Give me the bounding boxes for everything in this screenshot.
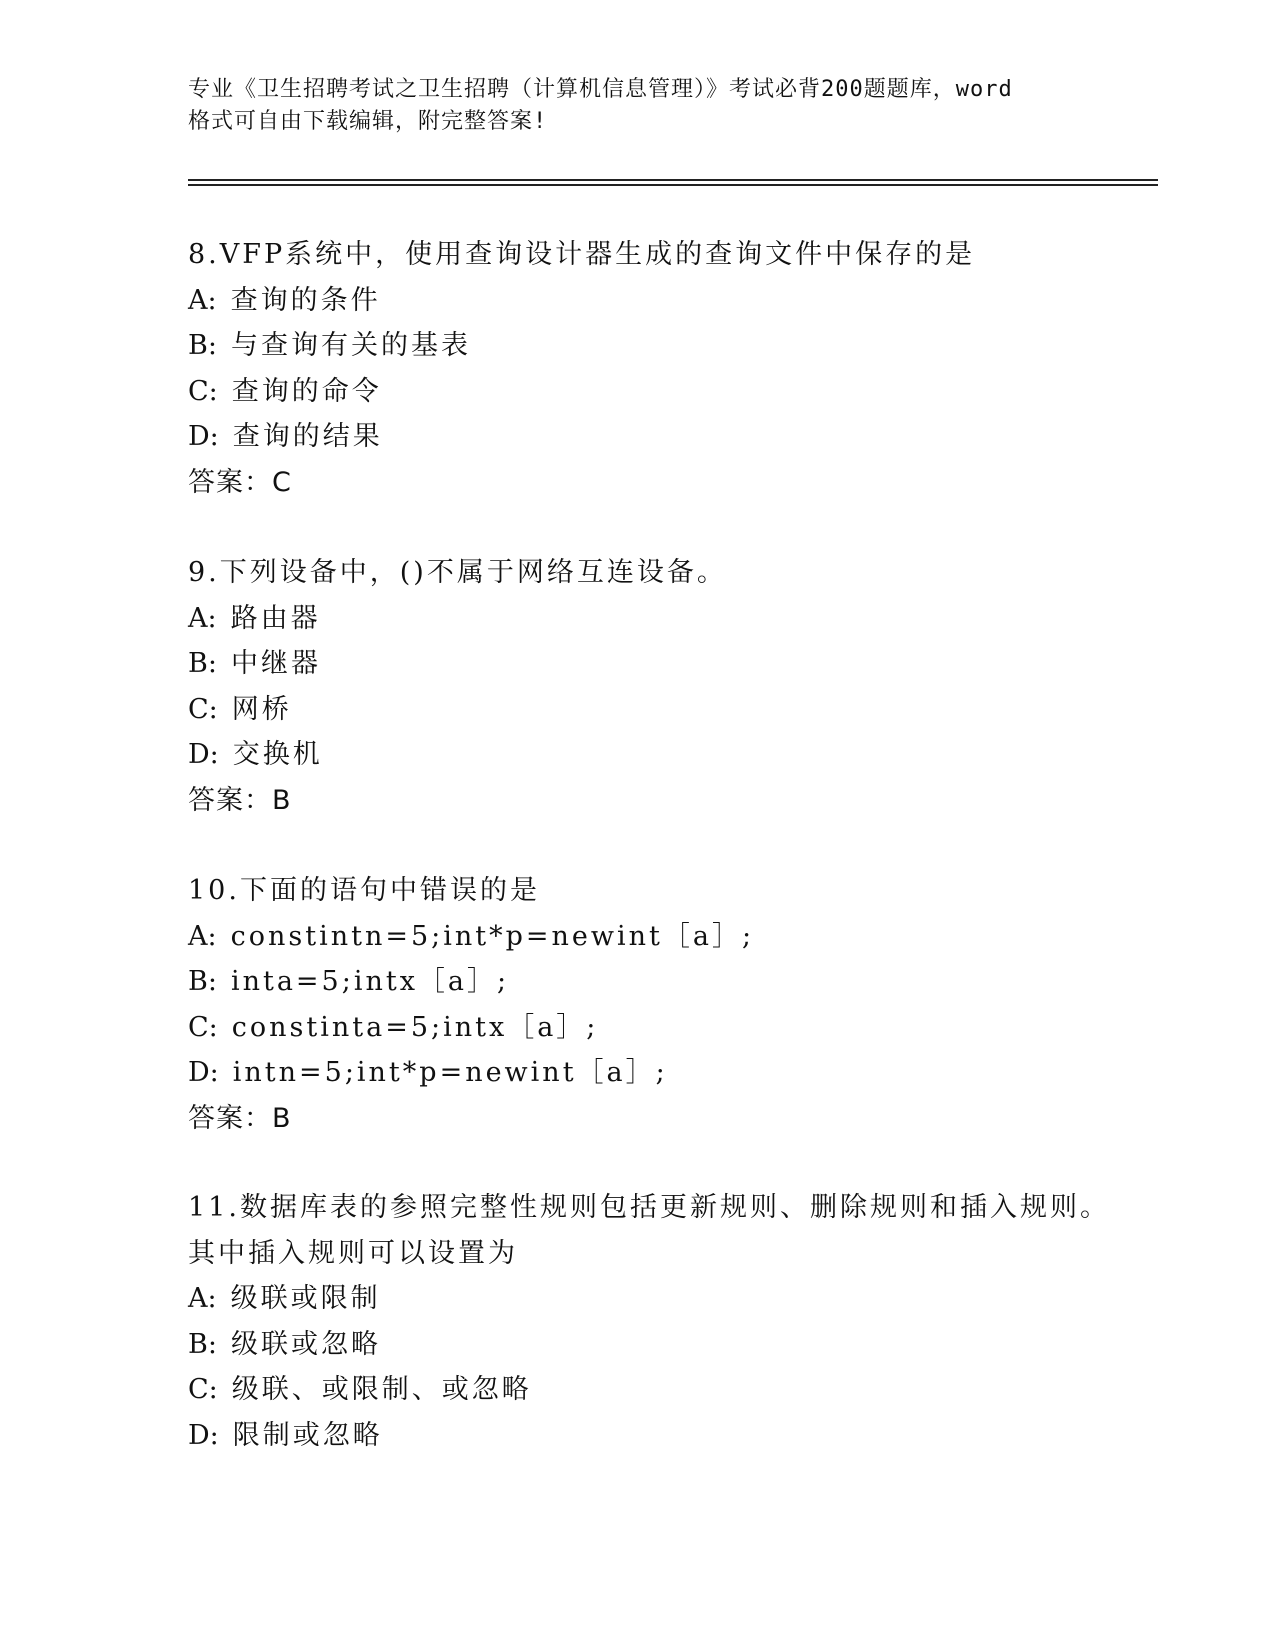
option-c xyxy=(188,369,1148,415)
option-text: 中继器 xyxy=(230,648,321,679)
option-key: D: xyxy=(188,1419,219,1451)
header-divider-bottom xyxy=(188,184,1158,186)
option-key: D: xyxy=(188,421,219,452)
option-b xyxy=(188,1322,1148,1368)
option-text: 网桥 xyxy=(231,693,292,725)
header-divider-top xyxy=(188,179,1158,181)
option-key: C: xyxy=(188,693,218,725)
option-text: 查询的条件 xyxy=(230,284,381,316)
option-text: 查询的命令 xyxy=(231,375,382,407)
option-text: 交换机 xyxy=(232,739,323,770)
question-stem: 8.VFP系统中，使用查询设计器生成的查询文件中保存的是 xyxy=(188,239,976,270)
option-text: constinta=5;intx［a］; xyxy=(231,1011,599,1043)
option-key: C: xyxy=(188,1011,218,1043)
option-key: A: xyxy=(188,602,217,634)
option-text: 级联或忽略 xyxy=(230,1328,381,1360)
answer: 答案：B xyxy=(188,1102,292,1134)
option-key: A: xyxy=(188,920,217,952)
option-text: 限制或忽略 xyxy=(232,1419,383,1451)
option-text: intn=5;int*p=newint［a］; xyxy=(232,1057,668,1088)
option-d xyxy=(188,1050,1148,1096)
option-key: A: xyxy=(188,1283,217,1314)
option-text: 与查询有关的基表 xyxy=(230,330,471,361)
option-key: D: xyxy=(188,1057,219,1088)
question-8 xyxy=(188,232,1148,505)
option-text: 级联、或限制、或忽略 xyxy=(231,1374,532,1405)
option-b xyxy=(188,323,1148,369)
option-key: B: xyxy=(188,1328,217,1360)
option-b xyxy=(188,641,1148,687)
option-a xyxy=(188,914,1148,960)
option-key: B: xyxy=(188,648,217,679)
option-d xyxy=(188,414,1148,460)
question-stem: 9.下列设备中，()不属于网络互连设备。 xyxy=(188,557,727,588)
question-stem-continued: 其中插入规则可以设置为 xyxy=(188,1237,518,1269)
question-10 xyxy=(188,868,1148,1141)
option-text: inta=5;intx［a］; xyxy=(230,966,510,997)
option-c xyxy=(188,687,1148,733)
header-line-1: 专业《卫生招聘考试之卫生招聘（计算机信息管理）》考试必背200题题库，word xyxy=(188,77,1013,102)
option-d xyxy=(188,1413,1148,1459)
document-header xyxy=(188,74,1108,138)
answer: 答案：B xyxy=(188,784,292,816)
option-key: D: xyxy=(188,739,219,770)
option-text: 路由器 xyxy=(230,602,321,634)
option-c xyxy=(188,1005,1148,1051)
question-stem: 10.下面的语句中错误的是 xyxy=(188,875,540,906)
option-key: A: xyxy=(188,284,217,316)
option-a xyxy=(188,596,1148,642)
option-text: 级联或限制 xyxy=(230,1283,381,1314)
question-stem: 11.数据库表的参照完整性规则包括更新规则、删除规则和插入规则。 xyxy=(188,1192,1110,1223)
option-a xyxy=(188,278,1148,324)
option-key: B: xyxy=(188,966,217,997)
header-line-2: 格式可自由下载编辑，附完整答案! xyxy=(188,109,548,134)
option-c xyxy=(188,1367,1148,1413)
option-key: B: xyxy=(188,330,217,361)
answer: 答案：C xyxy=(188,466,292,498)
option-text: constintn=5;int*p=newint［a］; xyxy=(230,920,755,952)
option-d xyxy=(188,732,1148,778)
option-b xyxy=(188,959,1148,1005)
question-9 xyxy=(188,550,1148,823)
option-a xyxy=(188,1276,1148,1322)
option-text: 查询的结果 xyxy=(232,421,383,452)
question-11 xyxy=(188,1185,1148,1458)
option-key: C: xyxy=(188,1374,218,1405)
option-key: C: xyxy=(188,375,218,407)
